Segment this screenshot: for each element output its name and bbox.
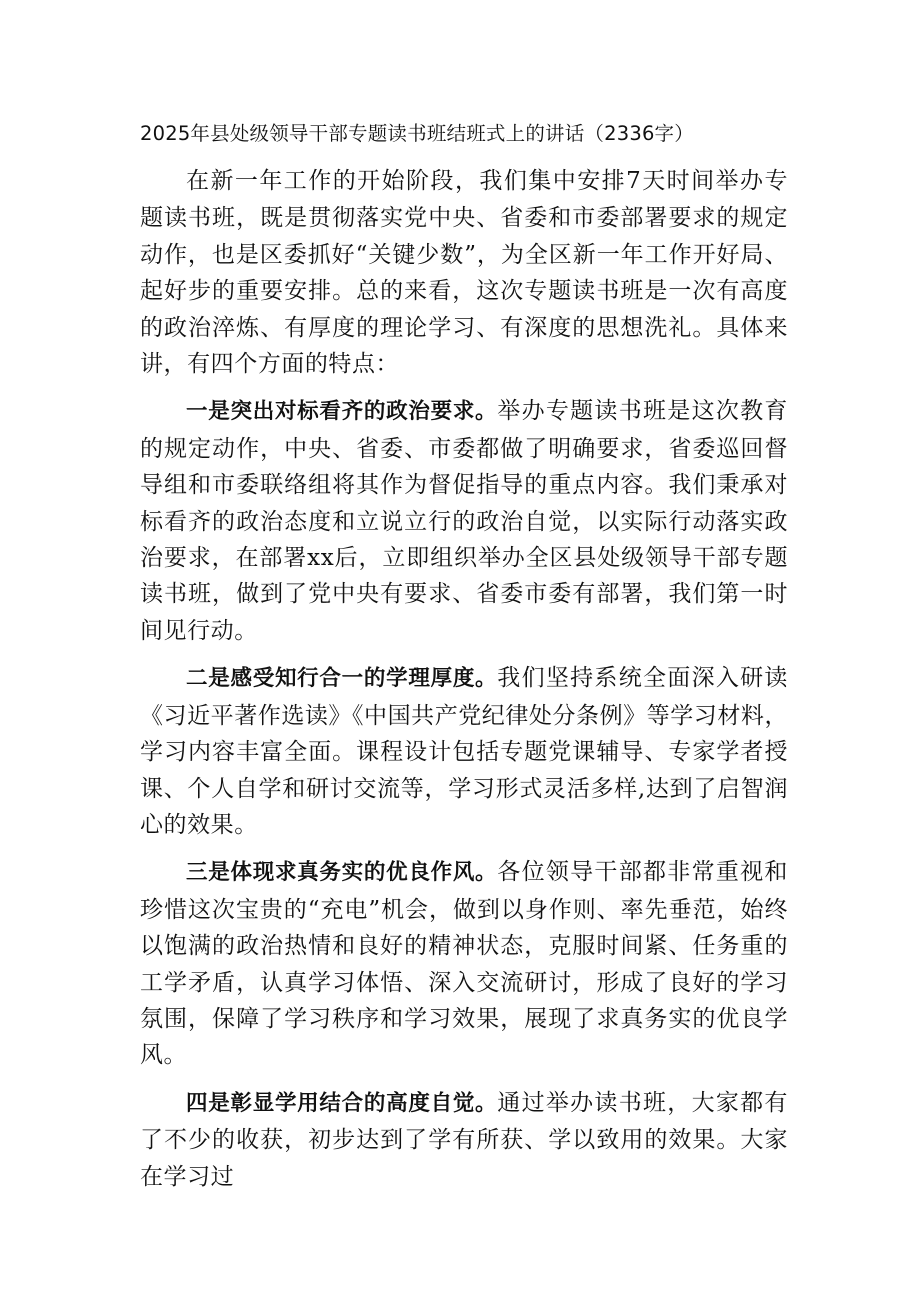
paragraph-text: 在新一年工作的开始阶段，我们集中安排7天时间举办专题读书班，既是贯彻落实党中央、省委和市委部署要求的规定动作，也是区委抓好“关键少数”，为全区新一年工作开好局、起好步的重要安排。总的来看，这次专题读书班是一次有高度的政治淬炼、有厚度的理论学习、有深度的思想洗礼。具体来讲，有四个方面的特点： — [140, 168, 788, 378]
paragraph-lead: 二是感受知行合一的学理厚度。 — [186, 666, 498, 692]
paragraph-point-3 — [140, 854, 788, 1073]
paragraph-text: 各位领导干部都非常重视和珍惜这次宝贵的“充电”机会，做到以身作则、率先垂范，始终以饱满的政治热情和良好的精神状态，克服时间紧、任务重的工学矛盾，认真学习体悟、深入交流研讨，形成了良好的学习氛围，保障了学习秩序和学习效果，展现了求真务实的优良学风。 — [140, 859, 788, 1069]
paragraph-text: 通过举办读书班，大家都有了不少的收获，初步达到了学有所获、学以致用的效果。大家在学习过 — [140, 1089, 788, 1190]
paragraph-text: 我们坚持系统全面深入研读《习近平著作选读》《中国共产党纪律处分条例》等学习材料，学习内容丰富全面。课程设计包括专题党课辅导、专家学者授课、个人自学和研讨交流等，学习形式灵活多样,达到了启智润心的效果。 — [140, 665, 788, 838]
paragraph-intro — [140, 163, 788, 382]
paragraph-lead: 三是体现求真务实的优良作风。 — [186, 860, 498, 886]
document-body — [140, 163, 788, 1195]
paragraph-point-4 — [140, 1085, 788, 1195]
document-title: 2025年县处级领导干部专题读书班结班式上的讲话（2336字） — [140, 122, 694, 145]
paragraph-lead: 一是突出对标看齐的政治要求。 — [186, 399, 498, 425]
paragraph-point-2 — [140, 660, 788, 843]
paragraph-point-1 — [140, 393, 788, 649]
paragraph-lead: 四是彰显学用结合的高度自觉。 — [186, 1090, 498, 1116]
paragraph-text: 举办专题读书班是这次教育的规定动作，中央、省委、市委都做了明确要求，省委巡回督导组和市委联络组将其作为督促指导的重点内容。我们秉承对标看齐的政治态度和立说立行的政治自觉，以实际行动落实政治要求，在部署xx后，立即组织举办全区县处级领导干部专题读书班，做到了党中央有要求、省委市委有部署，我们第一时间见行动。 — [140, 398, 788, 644]
